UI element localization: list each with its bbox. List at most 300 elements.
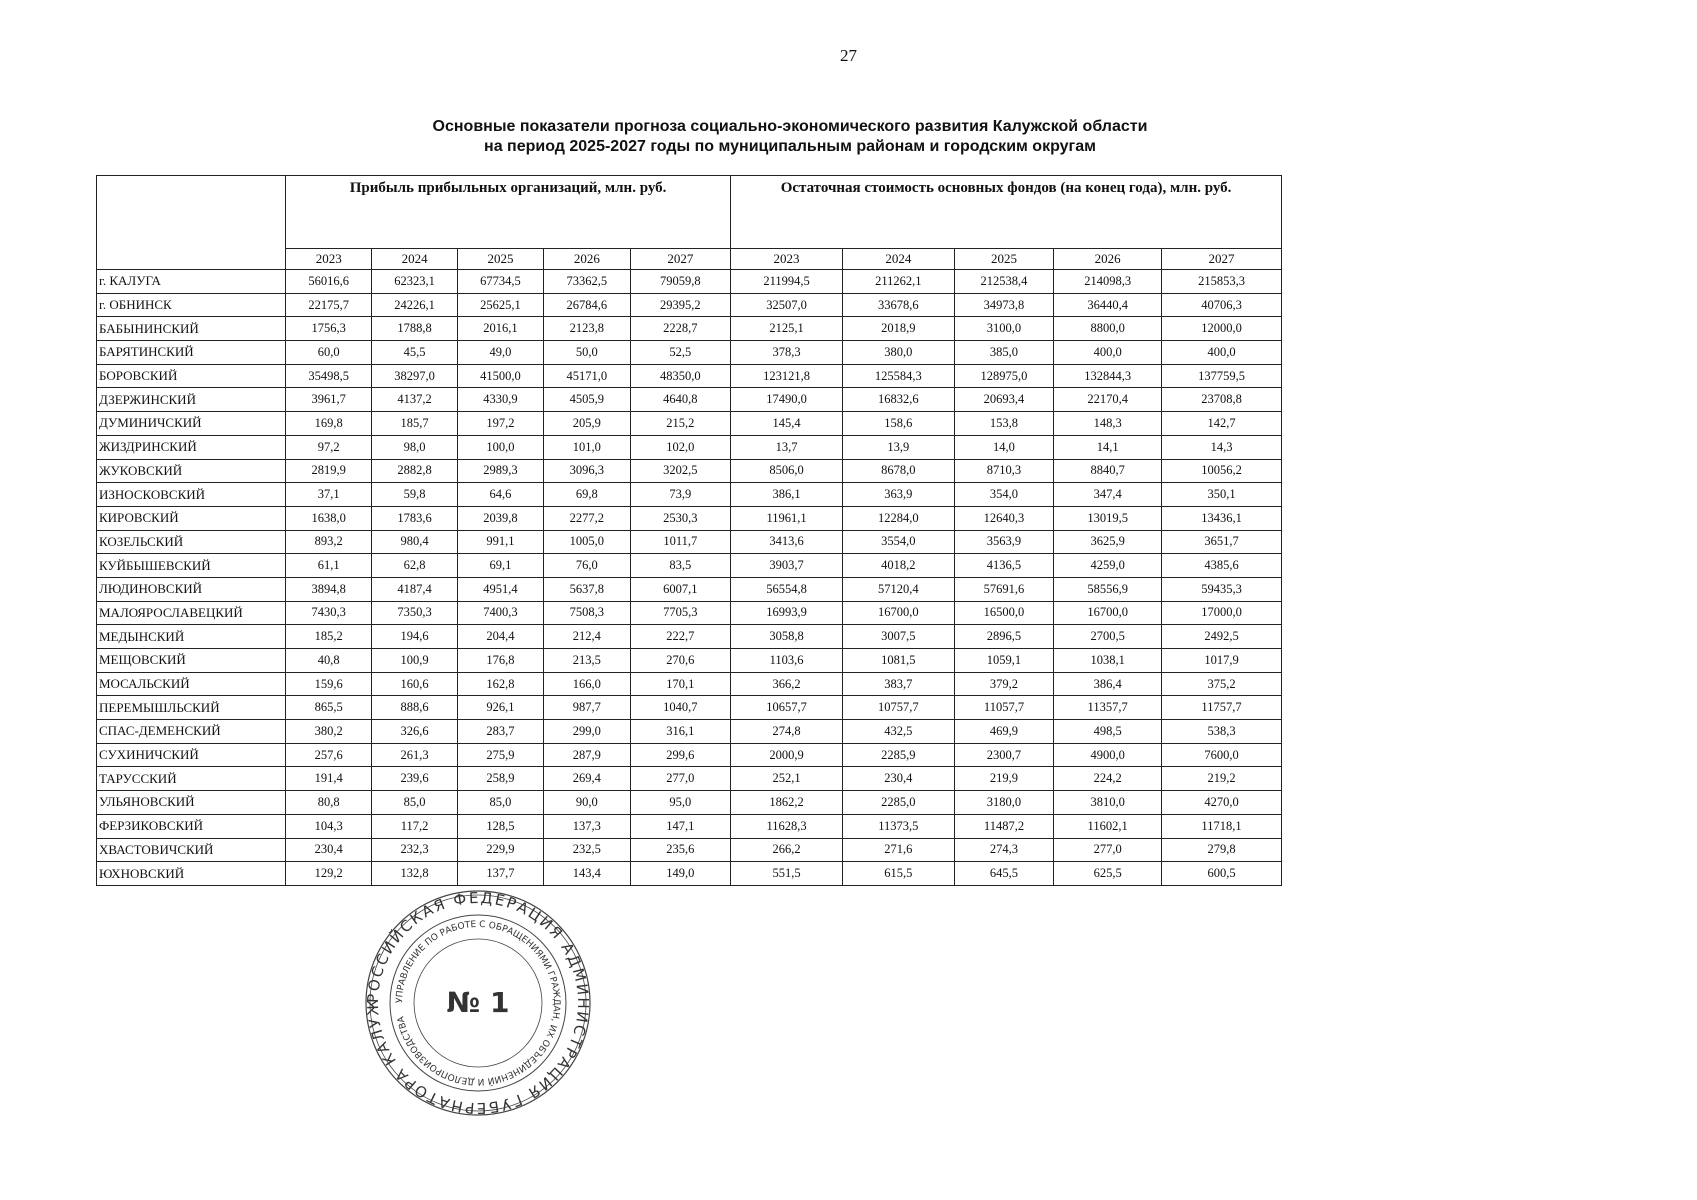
profit-value: 4951,4 <box>457 577 543 601</box>
profit-value: 49,0 <box>457 341 543 365</box>
table-row <box>97 388 1282 412</box>
fixed-assets-value: 16832,6 <box>842 388 954 412</box>
fixed-assets-value: 11487,2 <box>954 814 1054 838</box>
profit-value: 316,1 <box>630 720 731 744</box>
fixed-assets-value: 1862,2 <box>731 791 843 815</box>
profit-value: 2819,9 <box>286 459 372 483</box>
fixed-assets-value: 10056,2 <box>1162 459 1282 483</box>
fixed-assets-value: 153,8 <box>954 412 1054 436</box>
profit-value: 143,4 <box>544 862 630 886</box>
profit-value: 1638,0 <box>286 506 372 530</box>
fixed-assets-value: 625,5 <box>1054 862 1162 886</box>
header-year-funds-2026: 2026 <box>1054 249 1162 270</box>
fixed-assets-value: 2700,5 <box>1054 625 1162 649</box>
fixed-assets-value: 2125,1 <box>731 317 843 341</box>
fixed-assets-value: 16993,9 <box>731 601 843 625</box>
fixed-assets-value: 34973,8 <box>954 293 1054 317</box>
profit-value: 117,2 <box>372 814 457 838</box>
profit-value: 7705,3 <box>630 601 731 625</box>
profit-value: 132,8 <box>372 862 457 886</box>
fixed-assets-value: 277,0 <box>1054 838 1162 862</box>
profit-value: 380,2 <box>286 720 372 744</box>
profit-value: 7508,3 <box>544 601 630 625</box>
page-number: 27 <box>840 46 857 65</box>
district-name: КИРОВСКИЙ <box>97 506 286 530</box>
fixed-assets-value: 137759,5 <box>1162 364 1282 388</box>
profit-value: 37,1 <box>286 483 372 507</box>
fixed-assets-value: 12284,0 <box>842 506 954 530</box>
table-row <box>97 649 1282 673</box>
table-row <box>97 838 1282 862</box>
fixed-assets-value: 11057,7 <box>954 696 1054 720</box>
profit-value: 197,2 <box>457 412 543 436</box>
fixed-assets-value: 13019,5 <box>1054 506 1162 530</box>
profit-value: 52,5 <box>630 341 731 365</box>
fixed-assets-value: 378,3 <box>731 341 843 365</box>
profit-value: 270,6 <box>630 649 731 673</box>
fixed-assets-value: 3413,6 <box>731 530 843 554</box>
profit-value: 865,5 <box>286 696 372 720</box>
district-name: КОЗЕЛЬСКИЙ <box>97 530 286 554</box>
fixed-assets-value: 354,0 <box>954 483 1054 507</box>
fixed-assets-value: 2285,9 <box>842 743 954 767</box>
profit-value: 2016,1 <box>457 317 543 341</box>
fixed-assets-value: 11757,7 <box>1162 696 1282 720</box>
fixed-assets-value: 383,7 <box>842 672 954 696</box>
fixed-assets-value: 123121,8 <box>731 364 843 388</box>
fixed-assets-value: 219,9 <box>954 767 1054 791</box>
fixed-assets-value: 1059,1 <box>954 649 1054 673</box>
fixed-assets-value: 4018,2 <box>842 554 954 578</box>
fixed-assets-value: 11373,5 <box>842 814 954 838</box>
fixed-assets-value: 10757,7 <box>842 696 954 720</box>
district-name: СУХИНИЧСКИЙ <box>97 743 286 767</box>
profit-value: 41500,0 <box>457 364 543 388</box>
district-name: КУЙБЫШЕВСКИЙ <box>97 554 286 578</box>
fixed-assets-value: 12640,3 <box>954 506 1054 530</box>
fixed-assets-value: 16500,0 <box>954 601 1054 625</box>
table-row <box>97 341 1282 365</box>
profit-value: 98,0 <box>372 435 457 459</box>
table-row <box>97 577 1282 601</box>
fixed-assets-value: 3180,0 <box>954 791 1054 815</box>
fixed-assets-value: 56554,8 <box>731 577 843 601</box>
table-row <box>97 862 1282 886</box>
fixed-assets-value: 363,9 <box>842 483 954 507</box>
profit-value: 129,2 <box>286 862 372 886</box>
fixed-assets-value: 4900,0 <box>1054 743 1162 767</box>
fixed-assets-value: 1038,1 <box>1054 649 1162 673</box>
table-row <box>97 814 1282 838</box>
table-row <box>97 270 1282 294</box>
fixed-assets-value: 11718,1 <box>1162 814 1282 838</box>
forecast-table <box>96 175 1282 886</box>
fixed-assets-value: 3651,7 <box>1162 530 1282 554</box>
fixed-assets-value: 11602,1 <box>1054 814 1162 838</box>
profit-value: 3096,3 <box>544 459 630 483</box>
profit-value: 162,8 <box>457 672 543 696</box>
header-year-funds-2024: 2024 <box>842 249 954 270</box>
fixed-assets-value: 211994,5 <box>731 270 843 294</box>
district-name: МОСАЛЬСКИЙ <box>97 672 286 696</box>
profit-value: 212,4 <box>544 625 630 649</box>
fixed-assets-value: 279,8 <box>1162 838 1282 862</box>
title-line-2: на период 2025-2027 годы по муниципальным районам и городским округам <box>484 138 1096 155</box>
profit-value: 149,0 <box>630 862 731 886</box>
document-title <box>0 117 1580 157</box>
profit-value: 1783,6 <box>372 506 457 530</box>
district-name: ПЕРЕМЫШЛЬСКИЙ <box>97 696 286 720</box>
profit-value: 45171,0 <box>544 364 630 388</box>
profit-value: 185,2 <box>286 625 372 649</box>
fixed-assets-value: 58556,9 <box>1054 577 1162 601</box>
profit-value: 176,8 <box>457 649 543 673</box>
profit-value: 4330,9 <box>457 388 543 412</box>
profit-value: 3894,8 <box>286 577 372 601</box>
profit-value: 104,3 <box>286 814 372 838</box>
profit-value: 64,6 <box>457 483 543 507</box>
header-fixed-assets: Остаточная стоимость основных фондов (на конец года), млн. руб. <box>731 176 1282 249</box>
profit-value: 3202,5 <box>630 459 731 483</box>
profit-value: 239,6 <box>372 767 457 791</box>
profit-value: 5637,8 <box>544 577 630 601</box>
profit-value: 61,1 <box>286 554 372 578</box>
profit-value: 4137,2 <box>372 388 457 412</box>
profit-value: 185,7 <box>372 412 457 436</box>
profit-value: 283,7 <box>457 720 543 744</box>
header-year-profit-2023: 2023 <box>286 249 372 270</box>
fixed-assets-value: 380,0 <box>842 341 954 365</box>
fixed-assets-value: 14,3 <box>1162 435 1282 459</box>
table-row <box>97 625 1282 649</box>
profit-value: 987,7 <box>544 696 630 720</box>
profit-value: 287,9 <box>544 743 630 767</box>
fixed-assets-value: 17000,0 <box>1162 601 1282 625</box>
profit-value: 76,0 <box>544 554 630 578</box>
header-year-funds-2025: 2025 <box>954 249 1054 270</box>
profit-value: 159,6 <box>286 672 372 696</box>
profit-value: 991,1 <box>457 530 543 554</box>
title-line-1: Основные показатели прогноза социально-экономического развития Калужской области <box>432 118 1148 135</box>
fixed-assets-value: 8678,0 <box>842 459 954 483</box>
table-row <box>97 554 1282 578</box>
profit-value: 215,2 <box>630 412 731 436</box>
profit-value: 191,4 <box>286 767 372 791</box>
profit-value: 137,3 <box>544 814 630 838</box>
fixed-assets-value: 211262,1 <box>842 270 954 294</box>
fixed-assets-value: 2018,9 <box>842 317 954 341</box>
fixed-assets-value: 1103,6 <box>731 649 843 673</box>
fixed-assets-value: 142,7 <box>1162 412 1282 436</box>
table-row <box>97 435 1282 459</box>
profit-value: 1040,7 <box>630 696 731 720</box>
district-name: СПАС-ДЕМЕНСКИЙ <box>97 720 286 744</box>
profit-value: 137,7 <box>457 862 543 886</box>
profit-value: 67734,5 <box>457 270 543 294</box>
table-body <box>97 270 1282 886</box>
profit-value: 230,4 <box>286 838 372 862</box>
profit-value: 258,9 <box>457 767 543 791</box>
profit-value: 80,8 <box>286 791 372 815</box>
profit-value: 85,0 <box>457 791 543 815</box>
fixed-assets-value: 271,6 <box>842 838 954 862</box>
fixed-assets-value: 4270,0 <box>1162 791 1282 815</box>
fixed-assets-value: 33678,6 <box>842 293 954 317</box>
profit-value: 160,6 <box>372 672 457 696</box>
table-row <box>97 720 1282 744</box>
fixed-assets-value: 128975,0 <box>954 364 1054 388</box>
fixed-assets-value: 145,4 <box>731 412 843 436</box>
profit-value: 24226,1 <box>372 293 457 317</box>
profit-value: 69,8 <box>544 483 630 507</box>
profit-value: 1788,8 <box>372 317 457 341</box>
profit-value: 56016,6 <box>286 270 372 294</box>
fixed-assets-value: 16700,0 <box>842 601 954 625</box>
header-year-profit-2025: 2025 <box>457 249 543 270</box>
district-name: ФЕРЗИКОВСКИЙ <box>97 814 286 838</box>
fixed-assets-value: 13,9 <box>842 435 954 459</box>
fixed-assets-value: 32507,0 <box>731 293 843 317</box>
header-year-funds-2023: 2023 <box>731 249 843 270</box>
profit-value: 257,6 <box>286 743 372 767</box>
profit-value: 4505,9 <box>544 388 630 412</box>
profit-value: 40,8 <box>286 649 372 673</box>
table-row <box>97 791 1282 815</box>
profit-value: 2228,7 <box>630 317 731 341</box>
fixed-assets-value: 645,5 <box>954 862 1054 886</box>
fixed-assets-value: 266,2 <box>731 838 843 862</box>
profit-value: 50,0 <box>544 341 630 365</box>
profit-value: 3961,7 <box>286 388 372 412</box>
district-name: ДУМИНИЧСКИЙ <box>97 412 286 436</box>
fixed-assets-value: 212538,4 <box>954 270 1054 294</box>
profit-value: 235,6 <box>630 838 731 862</box>
fixed-assets-value: 10657,7 <box>731 696 843 720</box>
profit-value: 169,8 <box>286 412 372 436</box>
fixed-assets-value: 59435,3 <box>1162 577 1282 601</box>
district-name: г. КАЛУГА <box>97 270 286 294</box>
profit-value: 60,0 <box>286 341 372 365</box>
fixed-assets-value: 385,0 <box>954 341 1054 365</box>
fixed-assets-value: 2492,5 <box>1162 625 1282 649</box>
official-seal <box>358 888 598 1118</box>
profit-value: 69,1 <box>457 554 543 578</box>
profit-value: 213,5 <box>544 649 630 673</box>
profit-value: 980,4 <box>372 530 457 554</box>
header-year-profit-2026: 2026 <box>544 249 630 270</box>
profit-value: 26784,6 <box>544 293 630 317</box>
fixed-assets-value: 538,3 <box>1162 720 1282 744</box>
profit-value: 7400,3 <box>457 601 543 625</box>
district-name: УЛЬЯНОВСКИЙ <box>97 791 286 815</box>
profit-value: 2039,8 <box>457 506 543 530</box>
fixed-assets-value: 36440,4 <box>1054 293 1162 317</box>
fixed-assets-value: 386,1 <box>731 483 843 507</box>
profit-value: 100,9 <box>372 649 457 673</box>
fixed-assets-value: 3903,7 <box>731 554 843 578</box>
fixed-assets-value: 11357,7 <box>1054 696 1162 720</box>
fixed-assets-value: 40706,3 <box>1162 293 1282 317</box>
fixed-assets-value: 17490,0 <box>731 388 843 412</box>
fixed-assets-value: 2896,5 <box>954 625 1054 649</box>
fixed-assets-value: 219,2 <box>1162 767 1282 791</box>
profit-value: 261,3 <box>372 743 457 767</box>
fixed-assets-value: 8710,3 <box>954 459 1054 483</box>
fixed-assets-value: 274,3 <box>954 838 1054 862</box>
profit-value: 229,9 <box>457 838 543 862</box>
fixed-assets-value: 400,0 <box>1054 341 1162 365</box>
profit-value: 170,1 <box>630 672 731 696</box>
district-name: ЮХНОВСКИЙ <box>97 862 286 886</box>
fixed-assets-value: 252,1 <box>731 767 843 791</box>
district-name: БАБЫНИНСКИЙ <box>97 317 286 341</box>
fixed-assets-value: 4259,0 <box>1054 554 1162 578</box>
fixed-assets-value: 11628,3 <box>731 814 843 838</box>
profit-value: 73362,5 <box>544 270 630 294</box>
fixed-assets-value: 57120,4 <box>842 577 954 601</box>
profit-value: 22175,7 <box>286 293 372 317</box>
profit-value: 326,6 <box>372 720 457 744</box>
district-name: ДЗЕРЖИНСКИЙ <box>97 388 286 412</box>
table-row <box>97 483 1282 507</box>
profit-value: 100,0 <box>457 435 543 459</box>
table-row <box>97 601 1282 625</box>
profit-value: 62,8 <box>372 554 457 578</box>
profit-value: 1756,3 <box>286 317 372 341</box>
profit-value: 2989,3 <box>457 459 543 483</box>
fixed-assets-value: 230,4 <box>842 767 954 791</box>
seal-center-number: № 1 <box>446 986 510 1019</box>
fixed-assets-value: 8800,0 <box>1054 317 1162 341</box>
district-name: БАРЯТИНСКИЙ <box>97 341 286 365</box>
table-row <box>97 530 1282 554</box>
profit-value: 269,4 <box>544 767 630 791</box>
profit-value: 29395,2 <box>630 293 731 317</box>
profit-value: 90,0 <box>544 791 630 815</box>
profit-value: 6007,1 <box>630 577 731 601</box>
header-name-cell <box>97 176 286 270</box>
fixed-assets-value: 347,4 <box>1054 483 1162 507</box>
profit-value: 194,6 <box>372 625 457 649</box>
table-row <box>97 672 1282 696</box>
table-row <box>97 506 1282 530</box>
profit-value: 2530,3 <box>630 506 731 530</box>
fixed-assets-value: 2000,9 <box>731 743 843 767</box>
fixed-assets-value: 4385,6 <box>1162 554 1282 578</box>
fixed-assets-value: 14,1 <box>1054 435 1162 459</box>
seal-outer-text: РОССИЙСКАЯ ФЕДЕРАЦИЯ АДМИНИСТРАЦИЯ ГУБЕРНАТОРА КАЛУЖ <box>363 888 593 1118</box>
district-name: ЛЮДИНОВСКИЙ <box>97 577 286 601</box>
district-name: ЖИЗДРИНСКИЙ <box>97 435 286 459</box>
fixed-assets-value: 125584,3 <box>842 364 954 388</box>
fixed-assets-value: 13,7 <box>731 435 843 459</box>
profit-value: 205,9 <box>544 412 630 436</box>
district-name: ТАРУССКИЙ <box>97 767 286 791</box>
fixed-assets-value: 3810,0 <box>1054 791 1162 815</box>
fixed-assets-value: 3100,0 <box>954 317 1054 341</box>
profit-value: 48350,0 <box>630 364 731 388</box>
profit-value: 95,0 <box>630 791 731 815</box>
district-name: ИЗНОСКОВСКИЙ <box>97 483 286 507</box>
table-row <box>97 696 1282 720</box>
district-name: ЖУКОВСКИЙ <box>97 459 286 483</box>
profit-value: 7430,3 <box>286 601 372 625</box>
fixed-assets-value: 12000,0 <box>1162 317 1282 341</box>
fixed-assets-value: 386,4 <box>1054 672 1162 696</box>
profit-value: 97,2 <box>286 435 372 459</box>
fixed-assets-value: 57691,6 <box>954 577 1054 601</box>
fixed-assets-value: 350,1 <box>1162 483 1282 507</box>
district-name: МАЛОЯРОСЛАВЕЦКИЙ <box>97 601 286 625</box>
profit-value: 79059,8 <box>630 270 731 294</box>
fixed-assets-value: 23708,8 <box>1162 388 1282 412</box>
table-row <box>97 743 1282 767</box>
profit-value: 204,4 <box>457 625 543 649</box>
profit-value: 83,5 <box>630 554 731 578</box>
fixed-assets-value: 375,2 <box>1162 672 1282 696</box>
table-row <box>97 459 1282 483</box>
fixed-assets-value: 16700,0 <box>1054 601 1162 625</box>
fixed-assets-value: 214098,3 <box>1054 270 1162 294</box>
profit-value: 232,5 <box>544 838 630 862</box>
profit-value: 2277,2 <box>544 506 630 530</box>
profit-value: 128,5 <box>457 814 543 838</box>
fixed-assets-value: 215853,3 <box>1162 270 1282 294</box>
profit-value: 73,9 <box>630 483 731 507</box>
table-row <box>97 767 1282 791</box>
fixed-assets-value: 366,2 <box>731 672 843 696</box>
fixed-assets-value: 8840,7 <box>1054 459 1162 483</box>
profit-value: 2882,8 <box>372 459 457 483</box>
fixed-assets-value: 158,6 <box>842 412 954 436</box>
fixed-assets-value: 224,2 <box>1054 767 1162 791</box>
header-year-funds-2027: 2027 <box>1162 249 1282 270</box>
seal-inner-text: УПРАВЛЕНИЕ ПО РАБОТЕ С ОБРАЩЕНИЯМИ ГРАЖДАН, ИХ ОБЪЕДИНЕНИЙ И ДЕЛОПРОИЗВОДСТВА <box>394 919 562 1087</box>
profit-value: 45,5 <box>372 341 457 365</box>
fixed-assets-value: 2285,0 <box>842 791 954 815</box>
fixed-assets-value: 7600,0 <box>1162 743 1282 767</box>
profit-value: 85,0 <box>372 791 457 815</box>
district-name: БОРОВСКИЙ <box>97 364 286 388</box>
fixed-assets-value: 3625,9 <box>1054 530 1162 554</box>
header-year-profit-2027: 2027 <box>630 249 731 270</box>
profit-value: 38297,0 <box>372 364 457 388</box>
fixed-assets-value: 2300,7 <box>954 743 1054 767</box>
table-row <box>97 317 1282 341</box>
header-profit: Прибыль прибыльных организаций, млн. руб. <box>286 176 731 249</box>
fixed-assets-value: 14,0 <box>954 435 1054 459</box>
profit-value: 277,0 <box>630 767 731 791</box>
profit-value: 25625,1 <box>457 293 543 317</box>
district-name: г. ОБНИНСК <box>97 293 286 317</box>
fixed-assets-value: 132844,3 <box>1054 364 1162 388</box>
profit-value: 1005,0 <box>544 530 630 554</box>
fixed-assets-value: 3058,8 <box>731 625 843 649</box>
profit-value: 888,6 <box>372 696 457 720</box>
profit-value: 62323,1 <box>372 270 457 294</box>
fixed-assets-value: 432,5 <box>842 720 954 744</box>
profit-value: 1011,7 <box>630 530 731 554</box>
profit-value: 926,1 <box>457 696 543 720</box>
fixed-assets-value: 3007,5 <box>842 625 954 649</box>
fixed-assets-value: 274,8 <box>731 720 843 744</box>
fixed-assets-value: 600,5 <box>1162 862 1282 886</box>
fixed-assets-value: 400,0 <box>1162 341 1282 365</box>
fixed-assets-value: 13436,1 <box>1162 506 1282 530</box>
fixed-assets-value: 1081,5 <box>842 649 954 673</box>
table-row <box>97 364 1282 388</box>
fixed-assets-value: 22170,4 <box>1054 388 1162 412</box>
